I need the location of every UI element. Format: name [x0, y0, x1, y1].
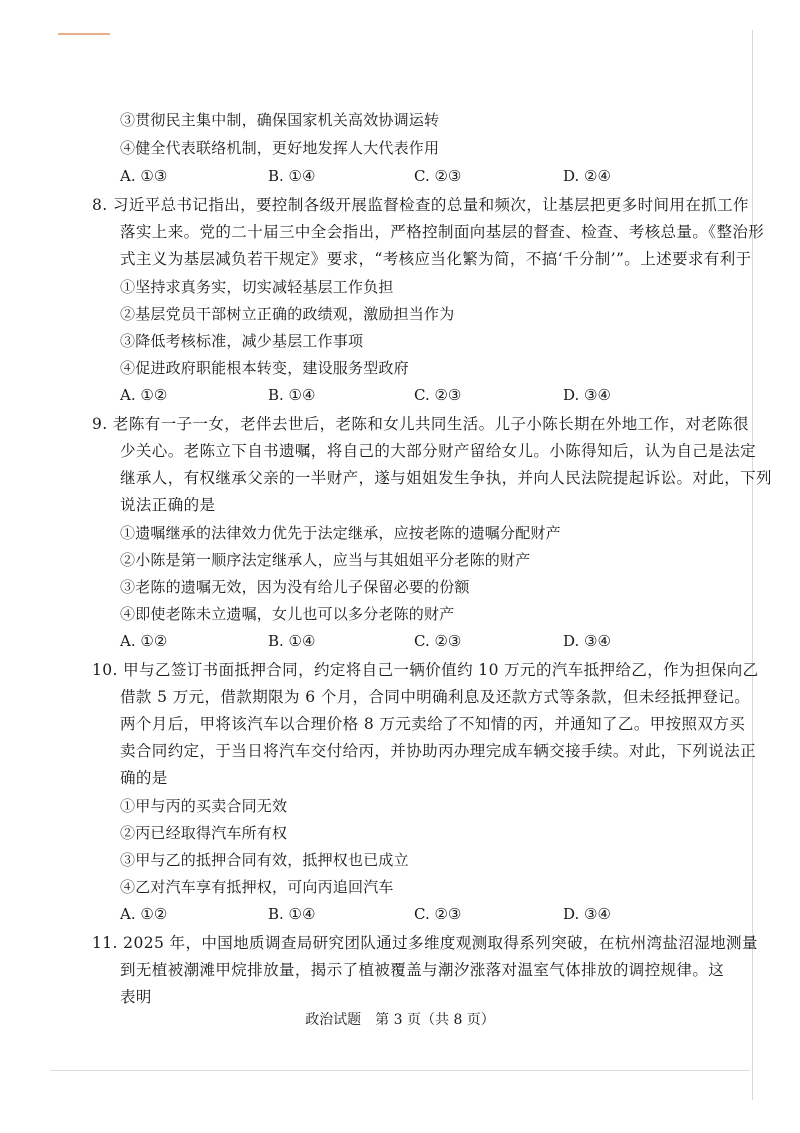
q10-stem-line: 卖合同约定，于当日将汽车交付给丙，并协助丙办理完成车辆交接手续。对此，下列说法正 [120, 742, 757, 760]
q10-stem-line: 借款 5 万元，借款期限为 6 个月，合同中明确利息及还款方式等条款，但未经抵押登记。 [120, 688, 751, 706]
scan-edge [50, 1070, 750, 1071]
q8-statement-2: ②基层党员干部树立正确的政绩观，激励担当作为 [120, 305, 455, 323]
q8-statement-4: ④促进政府职能根本转变，建设服务型政府 [120, 359, 409, 377]
q7-option-c: C. ②③ [414, 167, 462, 185]
q11-stem-line: 到无植被潮滩甲烷排放量，揭示了植被覆盖与潮汐涨落对温室气体排放的调控规律。这 [120, 961, 725, 979]
q7-statement-3: ③贯彻民主集中制，确保国家机关高效协调运转 [120, 111, 440, 129]
page-footer: 政治试题 第 3 页（共 8 页） [305, 1012, 495, 1028]
q9-stem-line: 继承人，有权继承父亲的一半财产，遂与姐姐发生争执，并向人民法院提起诉讼。对此，下列 [120, 469, 772, 487]
q8-statement-1: ①坚持求真务实，切实减轻基层工作负担 [120, 278, 394, 296]
q10-option-d: D. ③④ [563, 905, 611, 923]
q8-statement-3: ③降低考核标准，减少基层工作事项 [120, 332, 364, 350]
q10-option-c: C. ②③ [414, 905, 462, 923]
q10-stem-line: 10. 甲与乙签订书面抵押合同，约定将自己一辆价值约 10 万元的汽车抵押给乙，作为担保向乙 [92, 661, 759, 679]
q11-stem-line: 表明 [120, 988, 152, 1006]
q10-statement-2: ②丙已经取得汽车所有权 [120, 824, 288, 842]
scan-mark [58, 33, 110, 35]
q10-statement-1: ①甲与丙的买卖合同无效 [120, 797, 288, 815]
q8-option-b: B. ①④ [268, 386, 316, 404]
q9-statement-4: ④即使老陈未立遗嘱，女儿也可以多分老陈的财产 [120, 605, 455, 623]
q8-option-d: D. ③④ [563, 386, 611, 404]
q10-statement-4: ④乙对汽车享有抵押权，可向丙追回汽车 [120, 878, 394, 896]
q8-option-c: C. ②③ [414, 386, 462, 404]
q11-stem-line: 11. 2025 年，中国地质调查局研究团队通过多维度观测取得系列突破，在杭州湾盐沼湿地测量 [92, 934, 758, 952]
q7-option-d: D. ②④ [563, 167, 611, 185]
q9-statement-1: ①遗嘱继承的法律效力优先于法定继承，应按老陈的遗嘱分配财产 [120, 524, 561, 542]
q10-stem-line: 确的是 [120, 769, 168, 787]
q9-option-d: D. ③④ [563, 632, 611, 650]
q7-option-a: A. ①③ [120, 167, 168, 185]
q9-stem-line: 9. 老陈有一子一女，老伴去世后，老陈和女儿共同生活。儿子小陈长期在外地工作，对老陈很 [92, 415, 749, 433]
q9-option-a: A. ①② [120, 632, 168, 650]
q10-option-b: B. ①④ [268, 905, 316, 923]
q7-statement-4: ④健全代表联络机制，更好地发挥人大代表作用 [120, 139, 440, 157]
q8-stem-line: 落实上来。党的二十届三中全会指出，严格控制面向基层的督查、检查、考核总量。《整治形 [120, 223, 765, 241]
q8-option-a: A. ①② [120, 386, 168, 404]
q10-stem-line: 两个月后，甲将该汽车以合理价格 8 万元卖给了不知情的丙，并通知了乙。甲按照双方买 [120, 715, 746, 733]
q9-option-c: C. ②③ [414, 632, 462, 650]
q9-stem-line: 少关心。老陈立下自书遗嘱，将自己的大部分财产留给女儿。小陈得知后，认为自己是法定 [120, 442, 757, 460]
q10-statement-3: ③甲与乙的抵押合同有效，抵押权也已成立 [120, 851, 409, 869]
q9-statement-3: ③老陈的遗嘱无效，因为没有给儿子保留必要的份额 [120, 578, 470, 596]
q9-stem-line: 说法正确的是 [120, 496, 216, 514]
q7-option-b: B. ①④ [268, 167, 316, 185]
q9-statement-2: ②小陈是第一顺序法定继承人，应当与其姐姐平分老陈的财产 [120, 551, 531, 569]
q8-stem-line: 8. 习近平总书记指出，要控制各级开展监督检查的总量和频次，让基层把更多时间用在抓工作 [92, 196, 749, 214]
q10-option-a: A. ①② [120, 905, 168, 923]
q8-stem-line: 式主义为基层减负若干规定》要求，“考核应当化繁为简，不搞‘千分制’”。上述要求有利于 [120, 250, 752, 268]
q9-option-b: B. ①④ [268, 632, 316, 650]
